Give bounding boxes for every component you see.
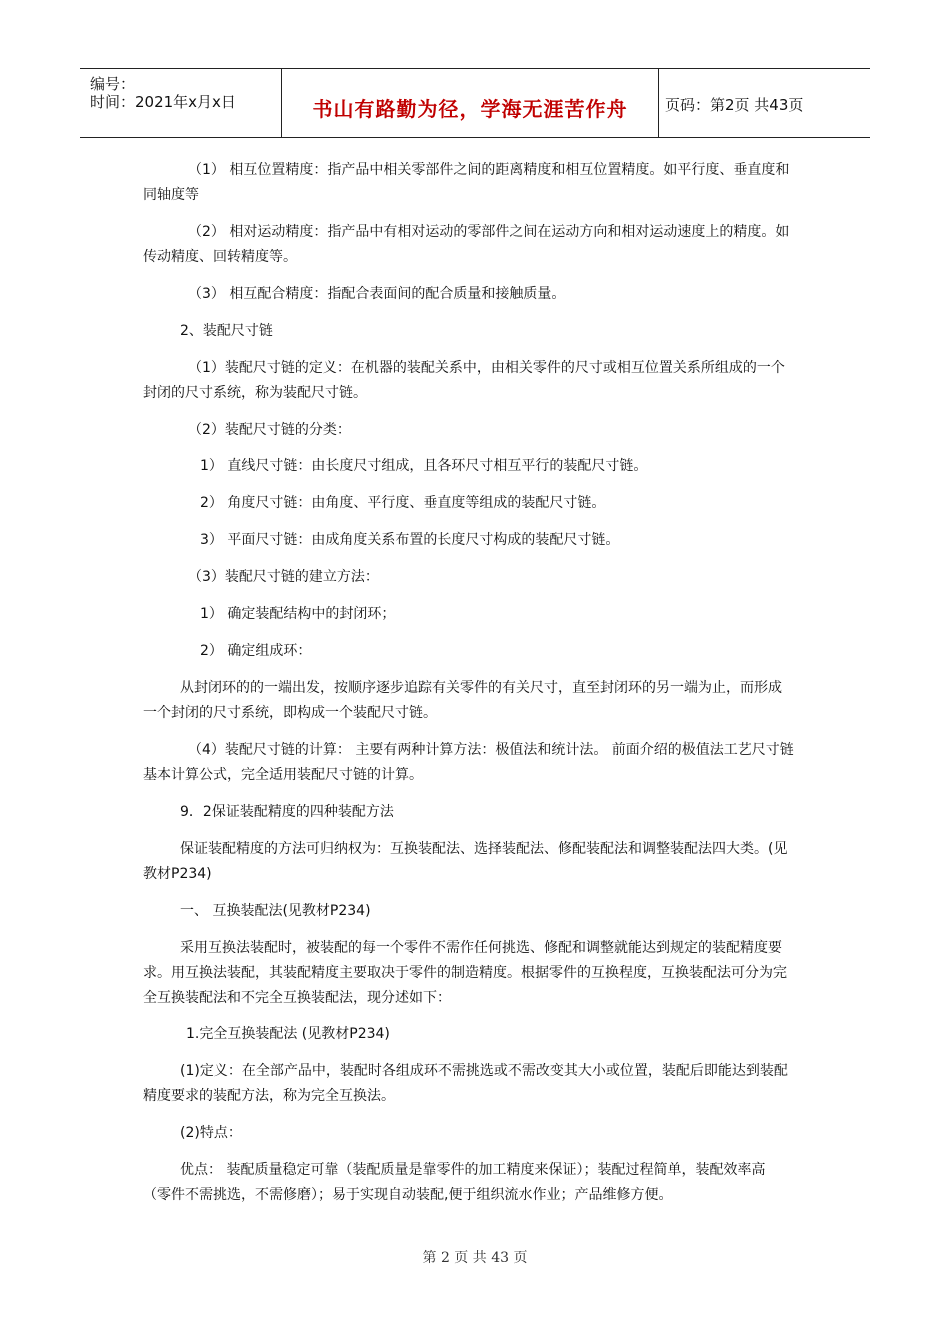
list-item-component-ring: 2） 确定组成环： bbox=[200, 643, 312, 659]
paragraph-chain-building: （3）装配尺寸链的建立方法： bbox=[188, 569, 379, 585]
paragraph-position-precision-cont: 同轴度等 bbox=[143, 187, 199, 203]
paragraph-chain-calculation-cont: 基本计算公式，完全适用装配尺寸链的计算。 bbox=[143, 767, 423, 783]
list-item-closing-ring: 1） 确定装配结构中的封闭环； bbox=[200, 606, 396, 622]
paragraph-tracing-cont: 一个封闭的尺寸系统，即构成一个装配尺寸链。 bbox=[143, 705, 437, 721]
section-heading-four-methods: 9．2保证装配精度的四种装配方法 bbox=[180, 804, 394, 820]
paragraph-chain-calculation: （4）装配尺寸链的计算： 主要有两种计算方法：极值法和统计法。 前面介绍的极值法工艺尺寸链 bbox=[188, 742, 794, 758]
paragraph-definition: (1)定义：在全部产品中，装配时各组成环不需挑选或不需改变其大小或位置，装配后即能达到装配 bbox=[180, 1063, 788, 1079]
paragraph-motion-precision-cont: 传动精度、回转精度等。 bbox=[143, 249, 297, 265]
paragraph-interchange-3: 全互换装配法和不完全互换装配法，现分述如下： bbox=[143, 990, 451, 1006]
list-item-plane-chain: 3） 平面尺寸链：由成角度关系布置的长度尺寸构成的装配尺寸链。 bbox=[200, 532, 620, 548]
paragraph-motion-precision: （2） 相对运动精度：指产品中有相对运动的零部件之间在运动方向和相对运动速度上的精度。如 bbox=[188, 224, 790, 240]
paragraph-features-label: (2)特点： bbox=[180, 1125, 242, 1141]
header-page-info: 页码：第2页 共43页 bbox=[665, 96, 804, 114]
header-page-cell bbox=[659, 69, 870, 137]
paragraph-definition-cont: 精度要求的装配方法，称为完全互换法。 bbox=[143, 1088, 395, 1104]
header-left-cell bbox=[80, 69, 282, 137]
paragraph-chain-definition: （1）装配尺寸链的定义：在机器的装配关系中，由相关零件的尺寸或相互位置关系所组成的一个 bbox=[188, 360, 785, 376]
paragraph-fit-precision: （3） 相互配合精度：指配合表面间的配合质量和接触质量。 bbox=[188, 286, 566, 302]
date-label: 时间：2021年x月x日 bbox=[90, 93, 236, 111]
paragraph-chain-classification: （2）装配尺寸链的分类： bbox=[188, 422, 351, 438]
paragraph-interchange-1: 采用互换法装配时，被装配的每一个零件不需作任何挑选、修配和调整就能达到规定的装配精度要 bbox=[180, 940, 782, 956]
list-item-linear-chain: 1） 直线尺寸链：由长度尺寸组成，且各环尺寸相互平行的装配尺寸链。 bbox=[200, 458, 648, 474]
paragraph-tracing: 从封闭环的的一端出发，按顺序逐步追踪有关零件的有关尺寸，直至封闭环的另一端为止，而形成 bbox=[180, 680, 782, 696]
page-header bbox=[80, 68, 870, 138]
motto: 书山有路勤为径，学海无涯苦作舟 bbox=[312, 97, 628, 121]
paragraph-advantages-cont: （零件不需挑选，不需修磨）；易于实现自动装配,便于组织流水作业；产品维修方便。 bbox=[143, 1187, 673, 1203]
paragraph-interchange-2: 求。用互换法装配，其装配精度主要取决于零件的制造精度。根据零件的互换程度，互换装配法可分为完 bbox=[143, 965, 787, 981]
list-item-angular-chain: 2） 角度尺寸链：由角度、平行度、垂直度等组成的装配尺寸链。 bbox=[200, 495, 606, 511]
paragraph-chain-definition-cont: 封闭的尺寸系统，称为装配尺寸链。 bbox=[143, 385, 367, 401]
paragraph-methods-summary: 保证装配精度的方法可归纳权为：互换装配法、选择装配法、修配装配法和调整装配法四大类。(见 bbox=[180, 841, 788, 857]
section-heading-dimension-chain: 2、装配尺寸链 bbox=[180, 323, 273, 339]
number-label: 编号： bbox=[90, 75, 136, 93]
header-motto-cell bbox=[282, 69, 659, 137]
page-footer: 第 2 页 共 43 页 bbox=[422, 1250, 528, 1266]
paragraph-methods-summary-cont: 教材P234) bbox=[143, 866, 212, 882]
subheading-complete-interchange: 1.完全互换装配法 (见教材P234) bbox=[186, 1026, 390, 1042]
paragraph-advantages: 优点： 装配质量稳定可靠（装配质量是靠零件的加工精度来保证）；装配过程简单，装配效率高 bbox=[180, 1162, 766, 1178]
paragraph-position-precision: （1） 相互位置精度：指产品中相关零部件之间的距离精度和相互位置精度。如平行度、垂直度和 bbox=[188, 162, 790, 178]
section-heading-interchange: 一、 互换装配法(见教材P234) bbox=[180, 903, 371, 919]
